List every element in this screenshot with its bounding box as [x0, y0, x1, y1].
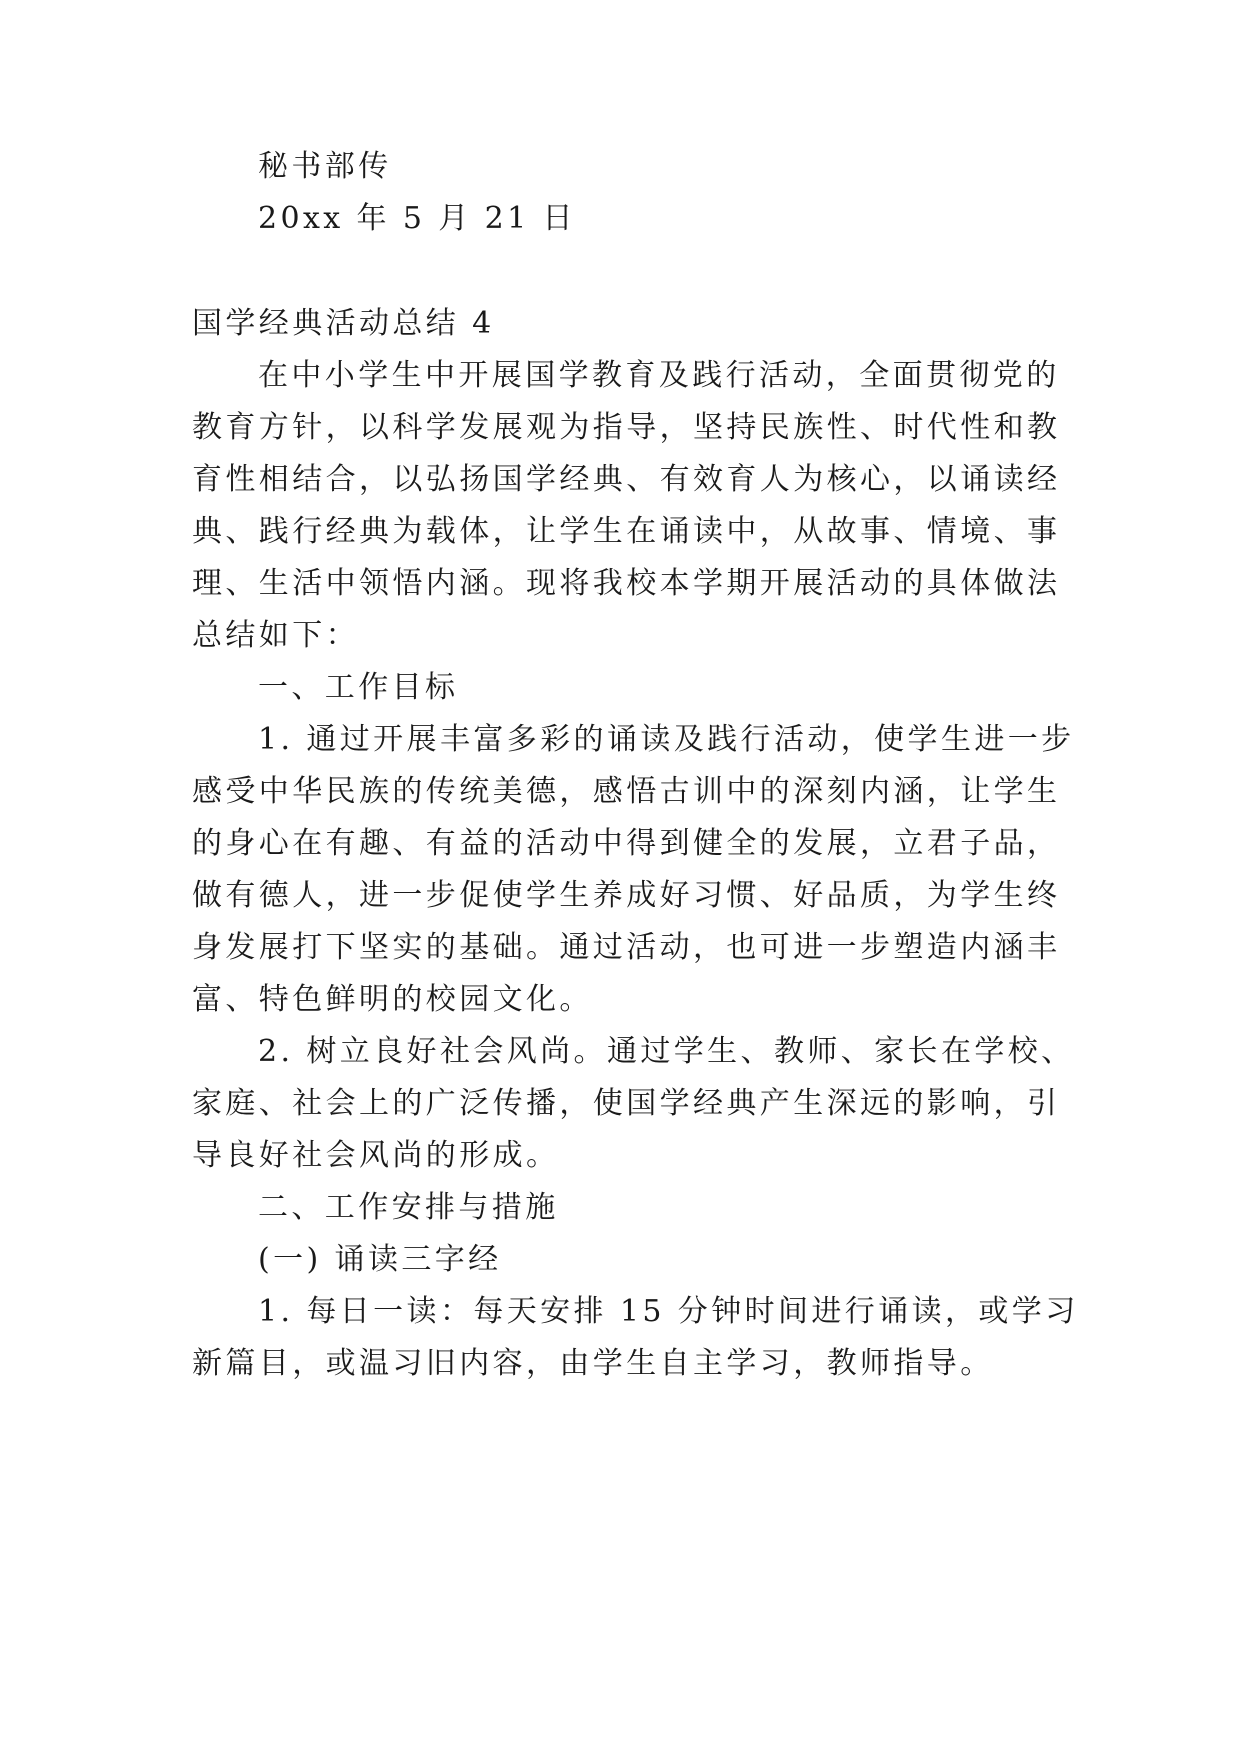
paragraph-line: 教育方针，以科学发展观为指导，坚持民族性、时代性和教	[192, 410, 1061, 445]
heading-work-goals: 一、工作目标	[258, 670, 459, 705]
signature-department: 秘书部传	[258, 149, 392, 184]
subheading-recitation: (一) 诵读三字经	[258, 1242, 502, 1277]
paragraph-line: 1. 每日一读：每天安排 15 分钟时间进行诵读，或学习	[258, 1294, 1079, 1329]
signature-date: 20xx 年 5 月 21 日	[258, 201, 576, 236]
paragraph-line: 身发展打下坚实的基础。通过活动，也可进一步塑造内涵丰	[192, 930, 1061, 965]
paragraph-line: 在中小学生中开展国学教育及践行活动，全面贯彻党的	[258, 358, 1060, 393]
paragraph-line: 的身心在有趣、有益的活动中得到健全的发展，立君子品，	[192, 826, 1061, 861]
paragraph-line: 感受中华民族的传统美德，感悟古训中的深刻内涵，让学生	[192, 774, 1061, 809]
paragraph-line: 典、践行经典为载体，让学生在诵读中，从故事、情境、事	[192, 514, 1061, 549]
section-title: 国学经典活动总结 4	[192, 306, 495, 341]
paragraph-line: 总结如下：	[192, 618, 359, 653]
paragraph-line: 导良好社会风尚的形成。	[192, 1138, 560, 1173]
paragraph-line: 家庭、社会上的广泛传播，使国学经典产生深远的影响，引	[192, 1086, 1061, 1121]
paragraph-line: 理、生活中领悟内涵。现将我校本学期开展活动的具体做法	[192, 566, 1061, 601]
paragraph-line: 育性相结合，以弘扬国学经典、有效育人为核心，以诵读经	[192, 462, 1061, 497]
paragraph-line: 1. 通过开展丰富多彩的诵读及践行活动，使学生进一步	[258, 722, 1075, 757]
paragraph-line: 做有德人，进一步促使学生养成好习惯、好品质，为学生终	[192, 878, 1061, 913]
paragraph-line: 新篇目，或温习旧内容，由学生自主学习，教师指导。	[192, 1346, 994, 1381]
paragraph-line: 2. 树立良好社会风尚。通过学生、教师、家长在学校、	[258, 1034, 1075, 1069]
paragraph-line: 富、特色鲜明的校园文化。	[192, 982, 593, 1017]
heading-work-arrangement: 二、工作安排与措施	[258, 1190, 559, 1225]
